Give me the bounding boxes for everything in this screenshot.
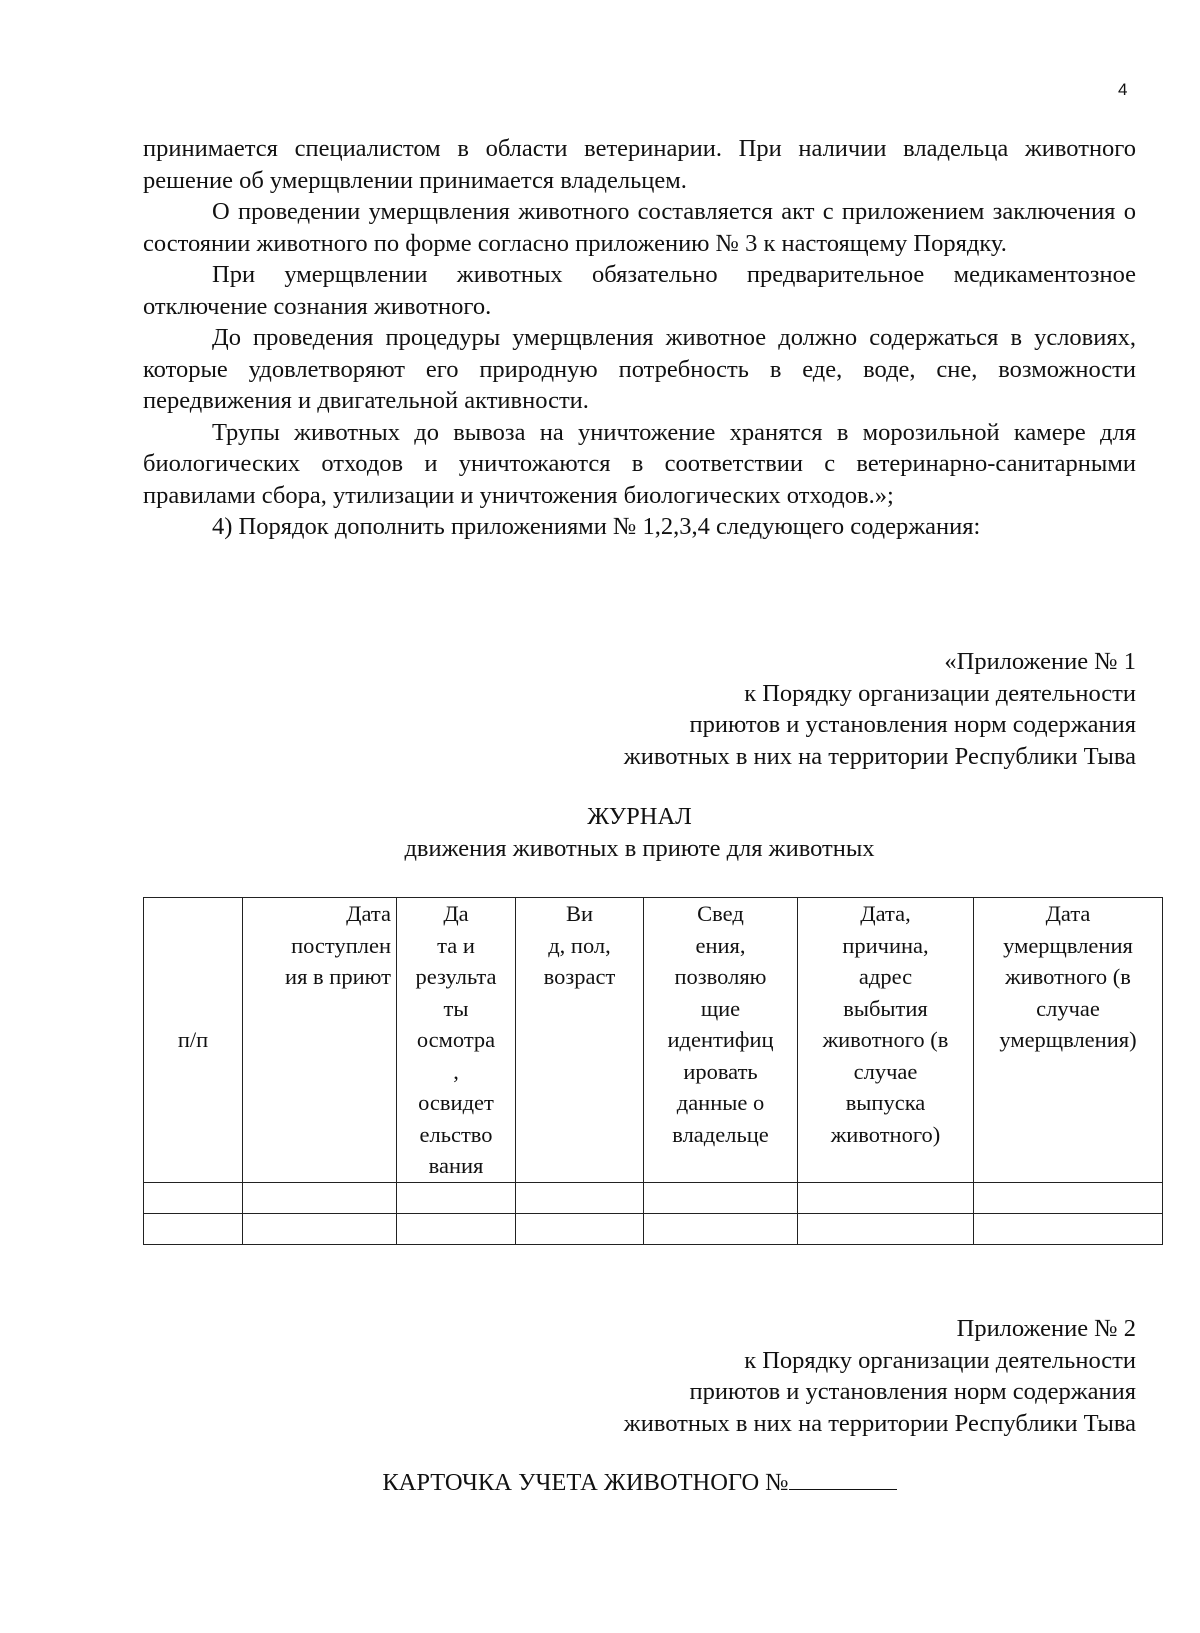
paragraph: принимается специалистом в области ветеринарии. При наличии владельца животного решение об умерщвлении принимается владельцем. — [143, 135, 1136, 194]
column-header — [644, 898, 798, 1183]
table-cell[interactable] — [243, 1214, 397, 1245]
column-header-text: п/п — [177, 1027, 209, 1053]
table-cell[interactable] — [516, 1214, 644, 1245]
appendix-line: Приложение № 2 — [956, 1315, 1136, 1342]
column-header-text: Дата умерщвления животного (в случае умерщвления) — [999, 901, 1137, 1052]
table-cell[interactable] — [144, 1183, 243, 1214]
appendix-line: «Приложение № 1 — [944, 648, 1136, 675]
table-cell[interactable] — [144, 1214, 243, 1245]
table-cell[interactable] — [243, 1183, 397, 1214]
column-header-text: Свед ения, позволяю щие идентифиц ировать данные о владельце — [667, 901, 774, 1147]
appendix-1-header — [436, 646, 1136, 772]
column-header — [144, 898, 243, 1183]
column-header-text: Да та и результа ты осмотра , освидет ельство вания — [415, 901, 497, 1178]
table-row — [144, 1183, 1163, 1214]
column-header — [516, 898, 644, 1183]
table-cell[interactable] — [974, 1183, 1163, 1214]
column-header — [397, 898, 516, 1183]
table-header-row — [144, 898, 1163, 1183]
card-title — [143, 1465, 1136, 1499]
paragraph: До проведения процедуры умерщвления животное должно содержаться в условиях, которые удовлетворяют его природную потребность в еде, воде, сне, возможности передвижения и двигательной активности. — [143, 324, 1136, 414]
body-text — [143, 133, 1136, 543]
column-header-text: Дата поступлен ия в приют — [285, 901, 391, 989]
card-title-text: КАРТОЧКА УЧЕТА ЖИВОТНОГО № — [382, 1469, 789, 1496]
table-cell[interactable] — [516, 1183, 644, 1214]
table-cell[interactable] — [644, 1214, 798, 1245]
card-number-blank[interactable] — [789, 1465, 897, 1490]
journal-subtitle: движения животных в приюте для животных — [404, 834, 875, 862]
table-cell[interactable] — [974, 1214, 1163, 1245]
column-header — [243, 898, 397, 1183]
table-cell[interactable] — [397, 1214, 516, 1245]
page-number: 4 — [1118, 80, 1128, 99]
appendix-line: животных в них на территории Республики Тыва — [623, 1409, 1136, 1437]
paragraph: При умерщвлении животных обязательно предварительное медикаментозное отключение сознания животного. — [143, 261, 1136, 320]
column-header-text: Ви д, пол, возраст — [543, 901, 616, 989]
table-cell[interactable] — [644, 1183, 798, 1214]
appendix-line: приютов и установления норм содержания — [689, 1378, 1136, 1405]
column-header — [974, 898, 1163, 1183]
table-cell[interactable] — [397, 1183, 516, 1214]
appendix-line: к Порядку организации деятельности — [744, 679, 1136, 707]
column-header — [798, 898, 974, 1183]
table-cell[interactable] — [798, 1214, 974, 1245]
column-header-text: Дата, причина, адрес выбытия животного (в случае выпуска животного) — [822, 901, 949, 1147]
journal-title-block — [143, 801, 1136, 864]
paragraph: Трупы животных до вывоза на уничтожение хранятся в морозильной камере для биологических отходов и уничтожаются в соответствии с ветеринарно-санитарными правилами сбора, утилизации и уничтожения биологических отходов.»; — [143, 418, 1136, 509]
journal-table — [143, 897, 1163, 1245]
journal-title: ЖУРНАЛ — [587, 803, 692, 830]
table-cell[interactable] — [798, 1183, 974, 1214]
appendix-line: приютов и установления норм содержания — [689, 711, 1136, 738]
appendix-line: к Порядку организации деятельности — [744, 1346, 1136, 1374]
appendix-line: животных в них на территории Республики Тыва — [623, 742, 1136, 770]
appendix-2-header — [436, 1313, 1136, 1439]
paragraph: О проведении умерщвления животного составляется акт с приложением заключения о состоянии животного по форме согласно приложению № 3 к настоящему Порядку. — [143, 198, 1136, 257]
paragraph: 4) Порядок дополнить приложениями № 1,2,3,4 следующего содержания: — [212, 513, 981, 540]
table-row — [144, 1214, 1163, 1245]
